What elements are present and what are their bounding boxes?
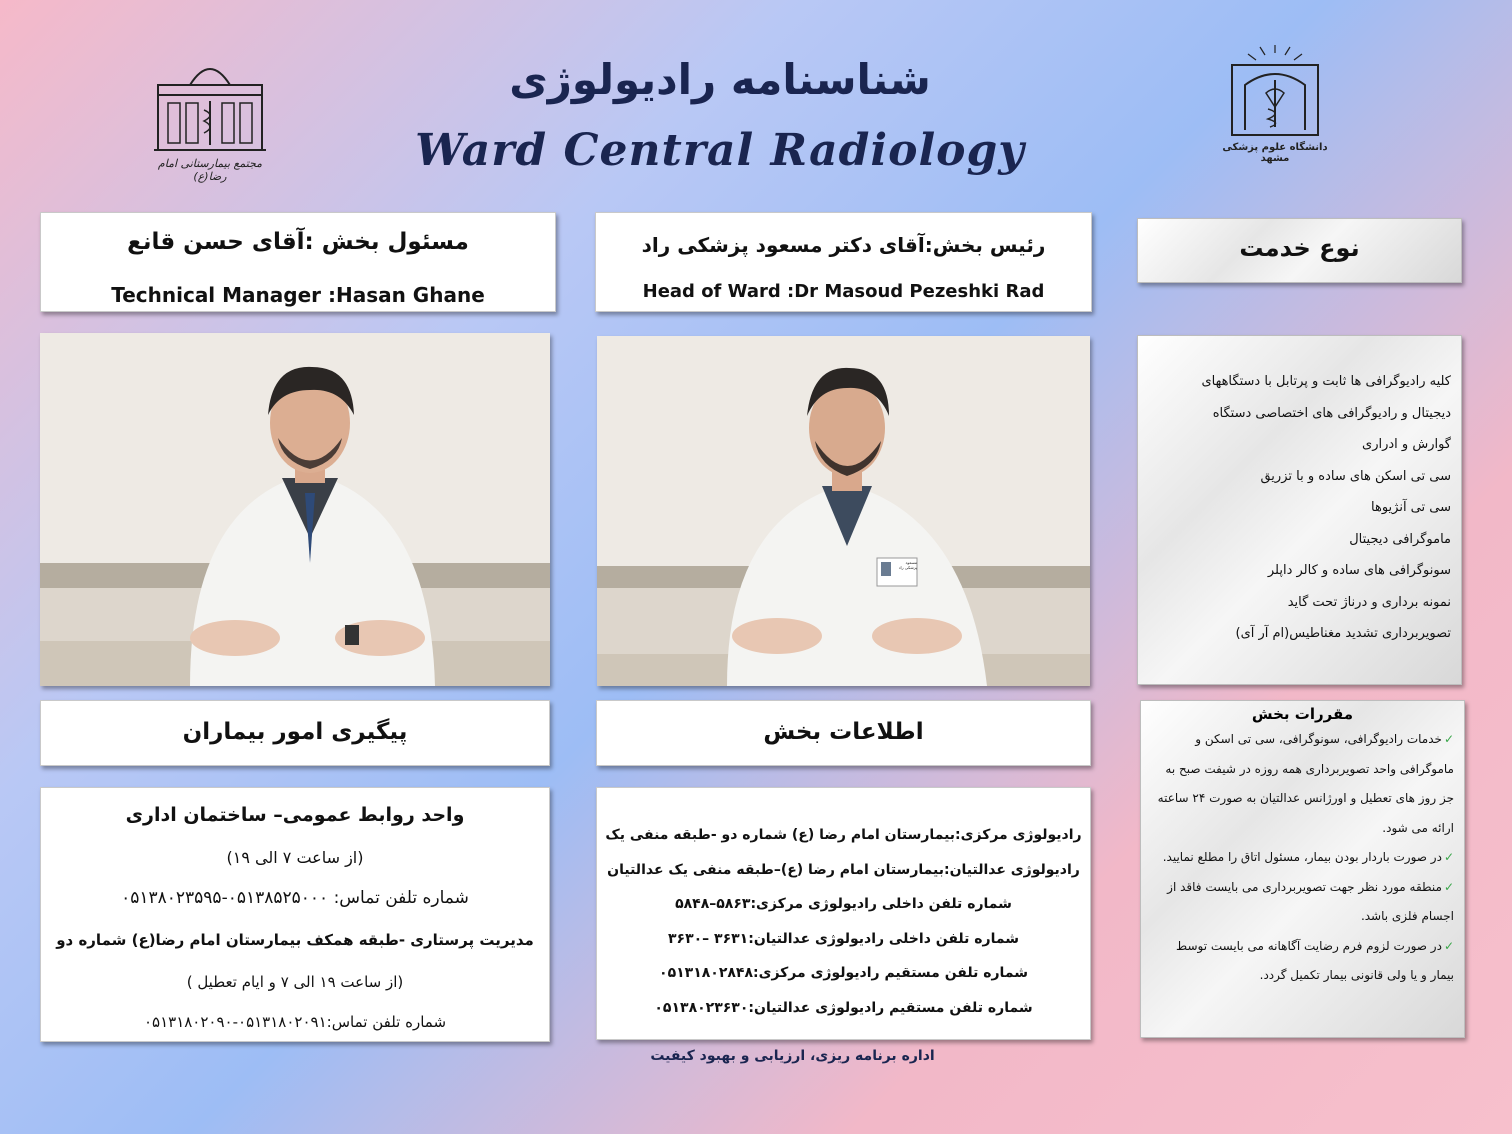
followup-line: (از ساعت ۱۹ الی ۷ و ایام تعطیل ) — [186, 973, 404, 991]
rule-item — [1151, 932, 1454, 991]
hospital-logo — [150, 55, 270, 183]
hospital-logo-caption: مجتمع بیمارستانی امام رضا(ع) — [157, 157, 263, 183]
patient-followup-panel — [40, 787, 550, 1042]
check-icon: ✓ — [1443, 879, 1454, 894]
page-title-en: Ward Central Radiology — [415, 125, 1025, 176]
service-item: کلیه رادیوگرافی ها ثابت و پرتابل با دستگاههای — [1201, 374, 1451, 389]
ward-info-line: شماره تلفن داخلی رادیولوژی مرکزی:۵۸۶۳–۵۸۴۸ — [675, 896, 1012, 912]
technical-manager-title-fa: مسئول بخش :آقای حسن قانع — [127, 229, 469, 255]
ward-info-title: اطلاعات بخش — [763, 719, 924, 745]
service-item: سونوگرافی های ساده و کالر داپلر — [1267, 563, 1451, 578]
patient-followup-title: پیگیری امور بیماران — [182, 719, 408, 745]
ward-info-line: رادیولوژی مرکزی:بیمارستان امام رضا (ع) شماره دو -طبقه منفی یک — [605, 827, 1082, 843]
service-item: گوارش و ادراری — [1362, 437, 1451, 452]
university-logo-caption: دانشگاه علوم پزشکی مشهد — [1222, 142, 1328, 164]
followup-line: شماره تلفن تماس:۰۵۱۳۱۸۰۲۰۹۱-۰۵۱۳۱۸۰۲۰۹۰ — [143, 1013, 447, 1031]
ward-rules-title: مقررات بخش — [1251, 705, 1354, 723]
technical-manager-title-en: Technical Manager :Hasan Ghane — [111, 283, 485, 307]
name-badge-label: مسعود پزشکی راد — [898, 560, 917, 570]
service-item: دیجیتال و رادیوگرافی های اختصاصی دستگاه — [1212, 405, 1451, 421]
head-of-ward-title-en: Head of Ward :Dr Masoud Pezeshki Rad — [642, 281, 1045, 302]
service-item: نمونه برداری و درناژ تحت گاید — [1287, 594, 1451, 610]
rule-text: منطقه مورد نظر جهت تصویربرداری می بایست فاقد از اجسام فلزی باشد. — [1167, 879, 1454, 923]
ward-rules-panel — [1140, 700, 1465, 1038]
ward-info-line: شماره تلفن مستقیم رادیولوژی عدالتیان:۰۵۱۳۸۰۲۳۶۳۰ — [654, 999, 1033, 1016]
patient-followup-header — [40, 700, 550, 766]
followup-line: (از ساعت ۷ الی ۱۹) — [226, 848, 364, 867]
service-type-header — [1137, 218, 1462, 283]
service-item: سی تی اسکن های ساده و با تزریق — [1260, 468, 1451, 484]
technical-manager-card — [40, 212, 556, 312]
footer-text: اداره برنامه ریزی، ارزیابی و بهبود کیفیت — [650, 1048, 935, 1064]
head-of-ward-portrait — [597, 336, 1090, 686]
service-item: سی تی آنژیوها — [1371, 500, 1451, 515]
ward-info-line: رادیولوژی عدالتیان:بیمارستان امام رضا (ع)–طبقه منفی یک عدالتیان — [607, 861, 1080, 878]
technical-manager-portrait — [40, 333, 550, 686]
ward-info-header — [596, 700, 1091, 766]
head-of-ward-title-fa: رئیس بخش:آقای دکتر مسعود پزشکی راد — [641, 233, 1046, 257]
technical-manager-photo — [40, 333, 550, 686]
followup-line: مدیریت پرستاری -طبقه همکف بیمارستان امام رضا(ع) شماره دو — [56, 931, 534, 949]
rule-item — [1151, 873, 1454, 932]
check-icon: ✓ — [1443, 732, 1454, 746]
followup-line: شماره تلفن تماس: ۰۵۱۳۸۵۲۵۰۰۰-۰۵۱۳۸۰۲۳۵۹۵ — [121, 888, 469, 908]
check-icon: ✓ — [1443, 850, 1454, 864]
service-type-title: نوع خدمت — [1239, 234, 1360, 262]
university-emblem-icon — [1220, 45, 1330, 140]
ward-info-line: شماره تلفن داخلی رادیولوژی عدالتیان:۳۶۳۱ –۳۶۳۰ — [667, 930, 1020, 947]
head-of-ward-card — [595, 212, 1092, 312]
service-item: ماموگرافی دیجیتال — [1349, 531, 1451, 547]
rule-item — [1151, 725, 1454, 843]
page-title-fa: شناسنامه رادیولوژی — [509, 55, 931, 104]
followup-line: واحد روابط عمومی– ساختمان اداری — [125, 804, 465, 826]
service-list-panel — [1137, 335, 1462, 685]
university-logo — [1220, 45, 1330, 175]
rule-text: در صورت لزوم فرم رضایت آگاهانه می بایست توسط بیمار و یا ولی قانونی بیمار تکمیل گردد. — [1176, 938, 1454, 982]
rule-item — [1151, 843, 1454, 873]
service-item: تصویربرداری تشدید مغناطیس(ام آر آی) — [1235, 626, 1451, 641]
rule-text: خدمات رادیوگرافی، سونوگرافی، سی تی اسکن و ماموگرافی واحد تصویربرداری همه روزه در شیفت صبح به جز روز های تعطیل و اورژانس عدالتیان به صورت ۲۴ ساعته ارائه می شود. — [1157, 732, 1454, 835]
rule-text: در صورت باردار بودن بیمار، مسئول اتاق را مطلع نمایید. — [1162, 850, 1442, 864]
head-of-ward-photo — [597, 336, 1090, 686]
ward-info-panel — [596, 787, 1091, 1040]
ward-info-line: شماره تلفن مستقیم رادیولوژی مرکزی:۰۵۱۳۱۸۰۲۸۴۸ — [659, 965, 1028, 981]
check-icon: ✓ — [1443, 938, 1454, 953]
